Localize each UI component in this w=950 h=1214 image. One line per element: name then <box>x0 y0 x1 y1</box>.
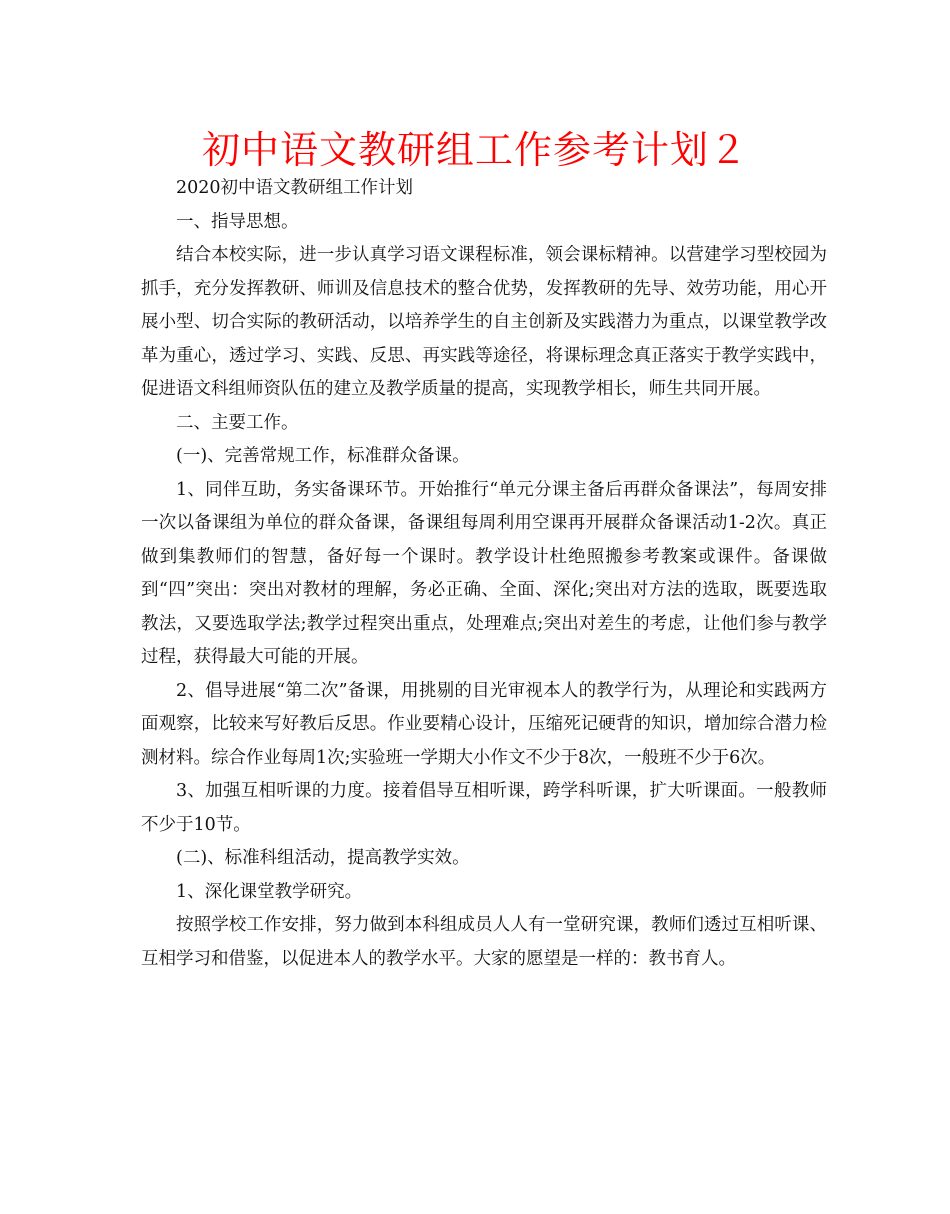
document-body <box>141 172 827 976</box>
document-title: 初中语文教研组工作参考计划２ <box>201 128 748 172</box>
paragraph-item-peer-support: 1、同伴互助，务实备课环节。开始推行“单元分课主备后再群众备课法”，每周安排一次以备课组为单位的群众备课，备课组每周利用空课再开展群众备课活动1-2次。真正做到集教师们的智慧，备好每一个课时。教学设计杜绝照搬参考教案或课件。备课做到“四”突出：突出对教材的理解，务必正确、全面、深化;突出对方法的选取，既要选取教法，又要选取学法;教学过程突出重点，处理难点;突出对差生的考虑，让他们参与教学过程，获得最大可能的开展。 <box>141 479 827 667</box>
paragraph-item-mutual-observation: 3、加强互相听课的力度。接着倡导互相听课，跨学科听课，扩大听课面。一般教师不少于10节。 <box>141 781 827 835</box>
paragraph-guiding-thought: 结合本校实际，进一步认真学习语文课程标准，领会课标精神。以营建学习型校园为抓手，充分发挥教研、师训及信息技术的整合优势，发挥教研的先导、效劳功能，用心开展小型、切合实际的教研活动，以培养学生的自主创新及实践潜力为重点，以课堂教学改革为重心，透过学习、实践、反思、再实践等途径，将课标理念真正落实于教学实践中，促进语文科组师资队伍的建立及教学质量的提高，实现教学相长，师生共同开展。 <box>141 245 827 399</box>
paragraph-subheading-routine-work: (一)、完善常规工作，标准群众备课。 <box>176 446 470 466</box>
paragraph-research-lessons: 按照学校工作安排，努力做到本科组成员人人有一堂研究课，教师们透过互相听课、互相学习和借鉴，以促进本人的教学水平。大家的愿望是一样的：教书育人。 <box>141 915 827 969</box>
paragraph-heading-main-work: 二、主要工作。 <box>176 412 299 433</box>
paragraph-item-classroom-research: 1、深化课堂教学研究。 <box>176 881 363 902</box>
paragraph-subheading-group-activities: (二)、标准科组活动，提高教学实效。 <box>176 848 470 868</box>
paragraph-subtitle: 2020初中语文教研组工作计划 <box>176 178 414 198</box>
paragraph-heading-guiding-thought: 一、指导思想。 <box>176 211 299 232</box>
paragraph-item-second-preparation: 2、倡导进展“第二次”备课，用挑剔的目光审视本人的教学行为，从理论和实践两方面观察，比较来写好教后反思。作业要精心设计，压缩死记硬背的知识，增加综合潜力检测材料。综合作业每周1次;实验班一学期大小作文不少于8次，一般班不少于6次。 <box>141 680 827 768</box>
